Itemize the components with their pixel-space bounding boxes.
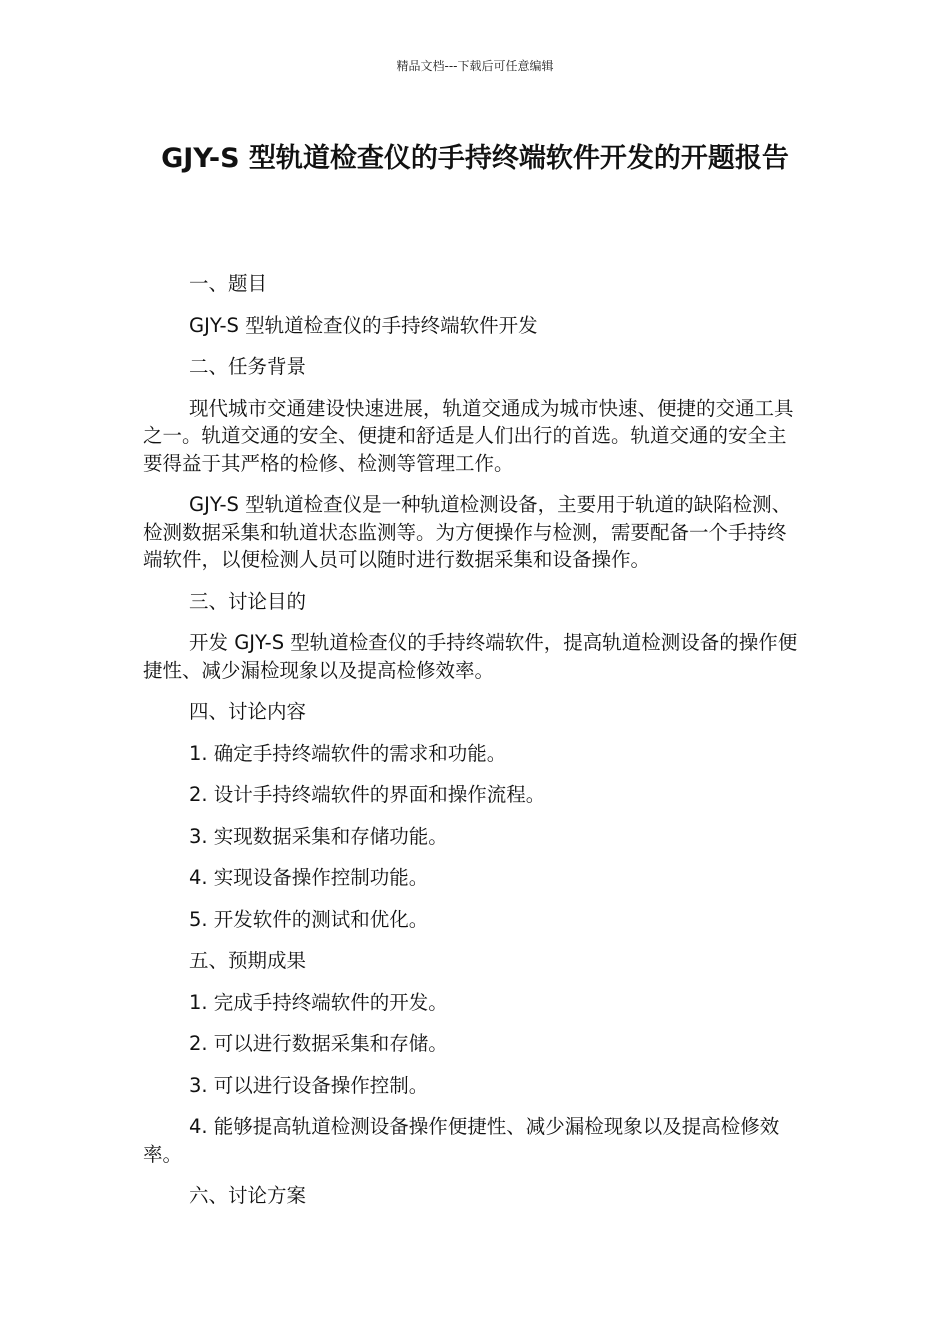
result-item: 2. 可以进行数据采集和存储。 (189, 1032, 448, 1055)
content-item: 4. 实现设备操作控制功能。 (189, 866, 429, 889)
section-heading-content: 四、讨论内容 (189, 700, 307, 723)
topic-text: GJY-S 型轨道检查仪的手持终端软件开发 (189, 313, 538, 337)
section-heading-results: 五、预期成果 (189, 949, 307, 972)
content-item: 3. 实现数据采集和存储功能。 (189, 824, 448, 848)
section-heading-plan: 六、讨论方案 (189, 1184, 307, 1207)
section-heading-purpose: 三、讨论目的 (189, 589, 307, 613)
result-item: 1. 完成手持终端软件的开发。 (189, 990, 448, 1014)
header-note: 精品文档---下载后可任意编辑 (396, 59, 554, 73)
content-item: 2. 设计手持终端软件的界面和操作流程。 (189, 783, 546, 806)
purpose-paragraph: 开发 GJY-S 型轨道检查仪的手持终端软件，提高轨道检测设备的操作便捷性、减少漏检现象以及提高检修效率。 (143, 631, 798, 682)
content-item: 5. 开发软件的测试和优化。 (189, 907, 429, 931)
section-heading-background: 二、任务背景 (189, 355, 307, 378)
content-item: 1. 确定手持终端软件的需求和功能。 (189, 741, 507, 765)
background-paragraph-1: 现代城市交通建设快速进展，轨道交通成为城市快速、便捷的交通工具之一。轨道交通的安全、便捷和舒适是人们出行的首选。轨道交通的安全主要得益于其严格的检修、检测等管理工作。 (143, 396, 794, 475)
result-item: 3. 可以进行设备操作控制。 (189, 1073, 429, 1097)
background-paragraph-2: GJY-S 型轨道检查仪是一种轨道检测设备，主要用于轨道的缺陷检测、检测数据采集和轨道状态监测等。为方便操作与检测，需要配备一个手持终端软件，以便检测人员可以随时进行数据采集和设备操作。 (143, 493, 792, 571)
document-title: GJY-S 型轨道检查仪的手持终端软件开发的开题报告 (161, 143, 789, 174)
result-item: 4. 能够提高轨道检测设备操作便捷性、减少漏检现象以及提高检修效率。 (143, 1115, 780, 1166)
document-body (143, 270, 798, 1224)
section-heading-topic: 一、题目 (189, 272, 268, 295)
